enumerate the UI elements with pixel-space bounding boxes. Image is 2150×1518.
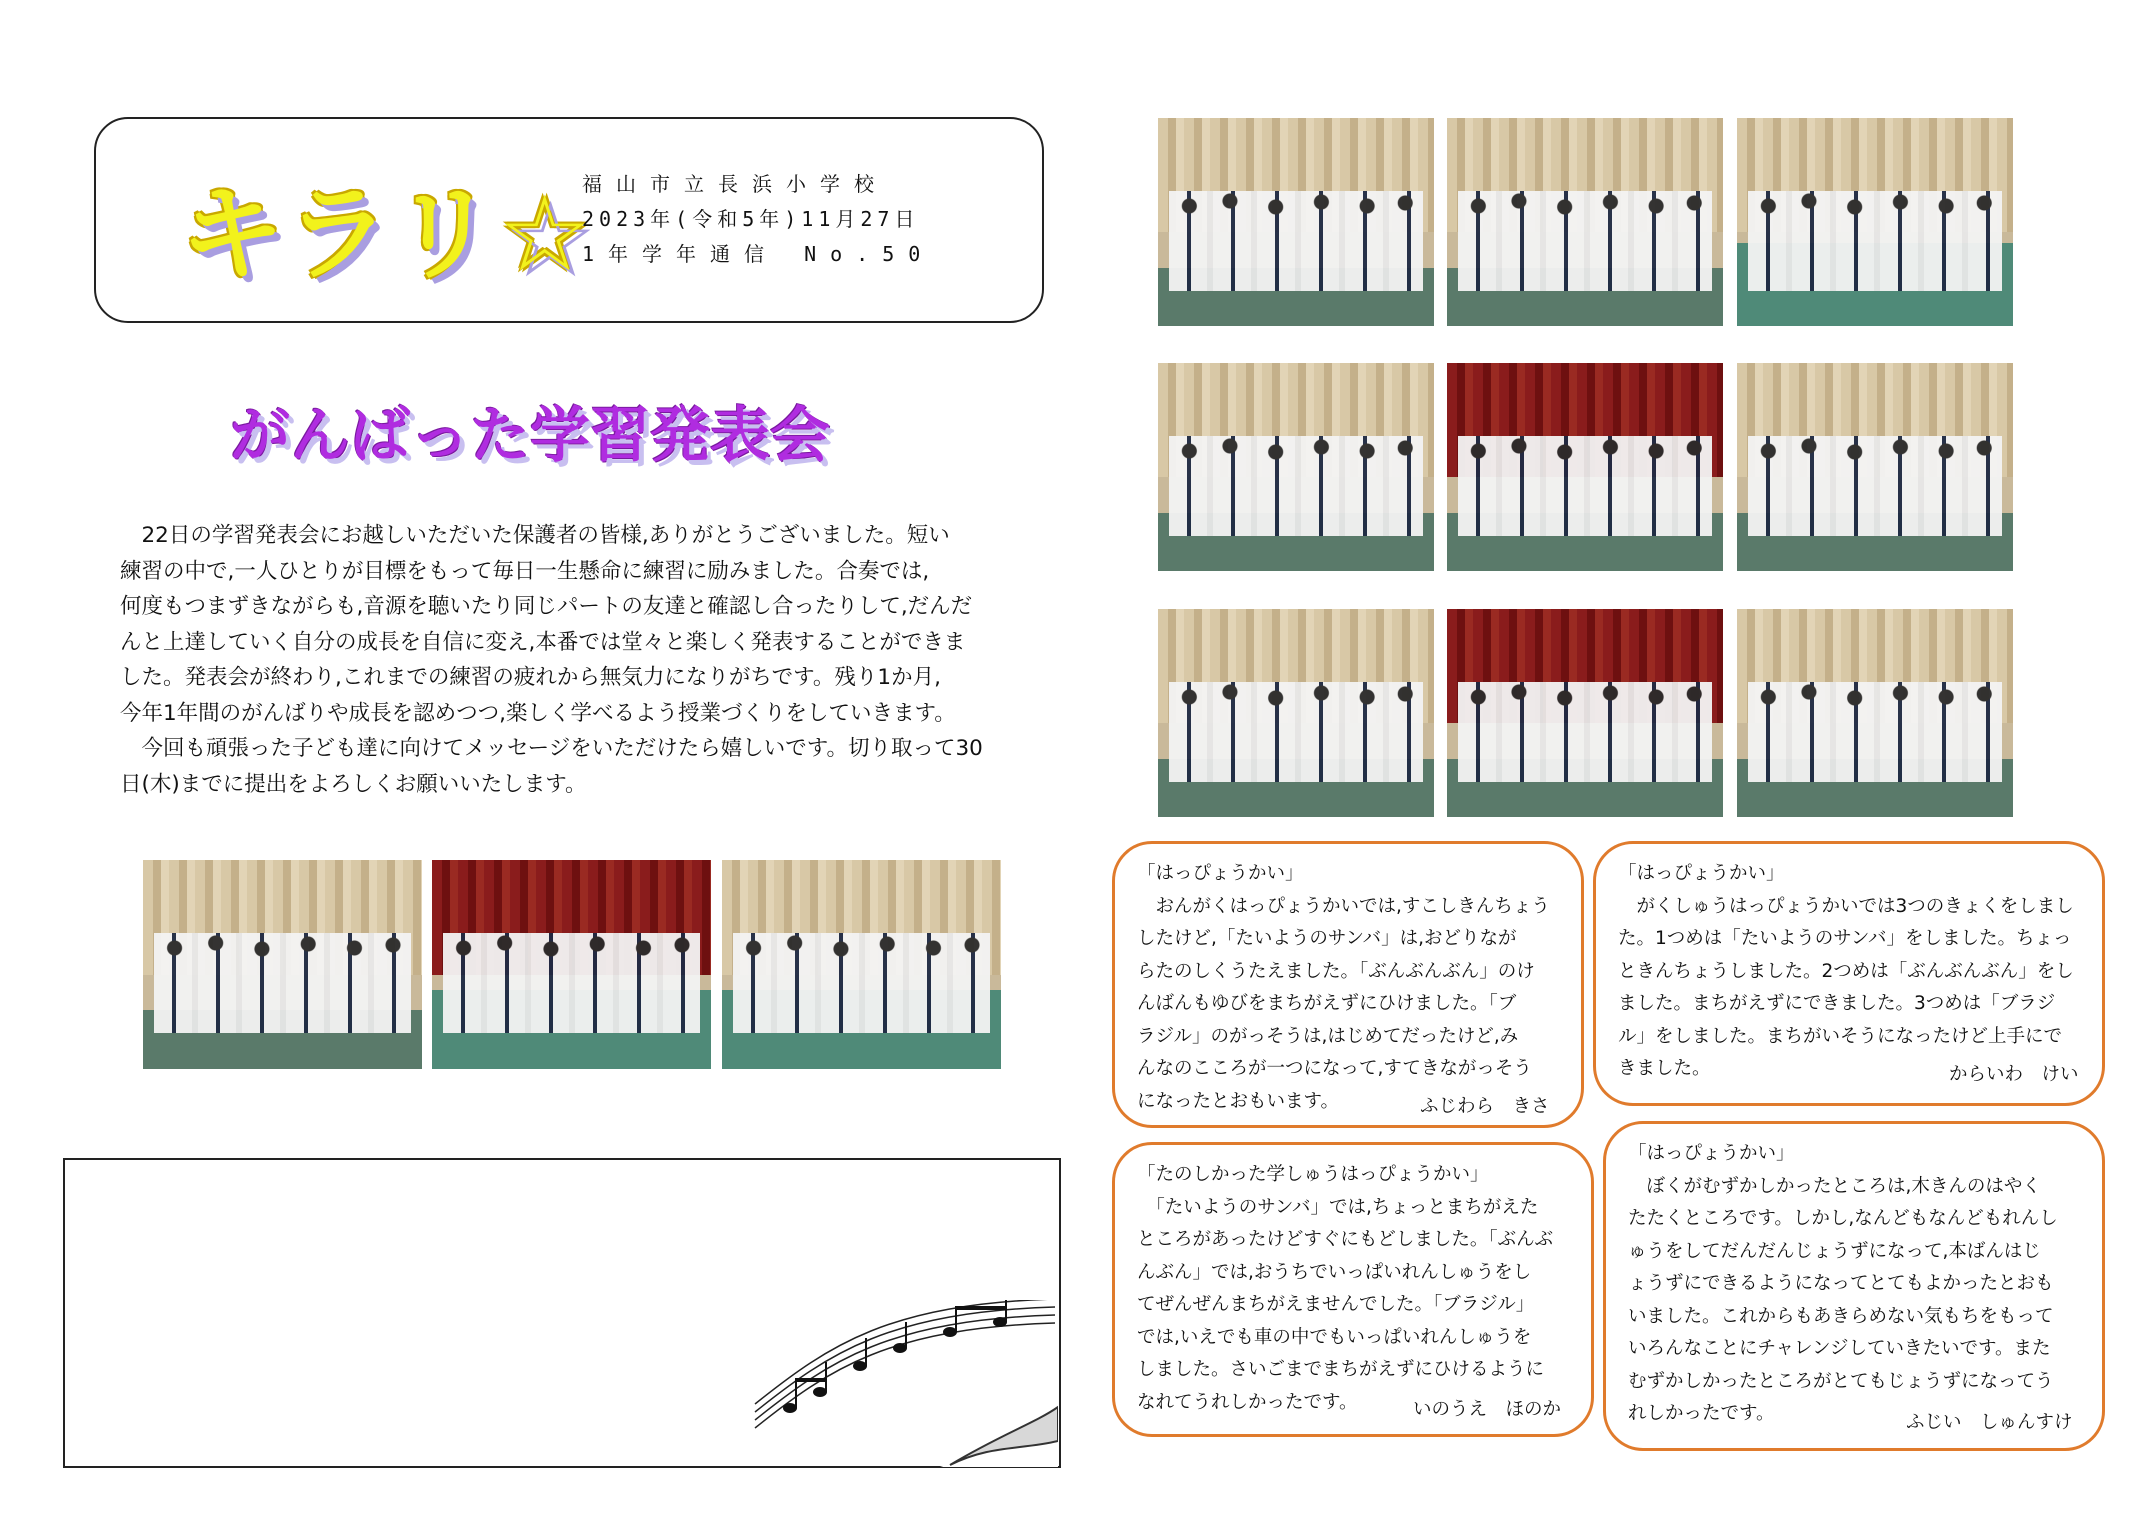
message-bubble-4 <box>1603 1121 2105 1451</box>
photo-grid-7 <box>1158 609 1434 817</box>
school-name: 福山市立長浜小学校 <box>582 172 888 196</box>
headline: がんばった学習発表会 <box>230 401 830 471</box>
photo-grid-2 <box>1447 118 1723 326</box>
page-curl-icon <box>940 1405 1058 1467</box>
message-author: からいわ けい <box>1949 1064 2079 1085</box>
intro-text: 22日の学習発表会にお越しいただいた保護者の皆様,ありがとうございました。短い 練習の中で,一人ひとりが目標をもって毎日一生懸命に練習に励みました。合奏では, 何度もつまずきながらも,音源を聴いたり同じパートの友達と確認し合ったりして,だんだ んと上達していく自分の成長を自信に変え,本番では堂々と楽しく発表することができま した。発表会が終わり,これまでの練習の疲れから無気力になりがちです。残り1か月, 今年1年間のがんばりや成長を認めつつ,楽しく学べるよう授業づくりをしていきます。 今回も頑張った子ども達に向けてメッセージをいただけたら嬉しいです。切り取って30 日(木)までに提出をよろしくお願いいたします。 <box>120 523 983 797</box>
photo-choir-2 <box>432 860 711 1069</box>
photo-grid-5 <box>1447 363 1723 571</box>
message-text: 「はっぴょうかい」 がくしゅうはっぴょうかいでは3つのきょくをしまし た。1つめは「たいようのサンバ」をしました。ちょっ ときんちょうしました。2つめは「ぶんぶんぶん」をし ました。まちがえずにできました。3つめは「ブラジ ル」をしました。まちがいそうになったけど上手にで きました。 <box>1618 863 2074 1079</box>
photo-choir-3 <box>722 860 1001 1069</box>
photo-choir-1 <box>143 860 422 1069</box>
message-bubble-2 <box>1593 841 2105 1106</box>
message-bubble-3 <box>1112 1142 1594 1437</box>
photo-grid-8 <box>1447 609 1723 817</box>
photo-grid-1 <box>1158 118 1434 326</box>
message-text: 「はっぴょうかい」 ぼくがむずかしかったところは,木きんのはやく たたくところです。しかし,なんどもなんどもれんし ゅうをしてだんだんじょうずになって,本ばんはじ ょうずにできるようになってとてもよかったとおも いました。これからもあきらめない気もちをもって いろんなことにチャレンジしていきたいです。また むずかしかったところがとてもじょうずになってう れしかったです。 <box>1628 1143 2058 1424</box>
message-author: ふじい しゅんすけ <box>1906 1412 2073 1433</box>
logo: キラリ☆ <box>180 173 594 295</box>
photo-grid-6 <box>1737 363 2013 571</box>
message-author: いのうえ ほのか <box>1413 1399 1562 1420</box>
photo-grid-4 <box>1158 363 1434 571</box>
message-author: ふじわら きさ <box>1420 1096 1550 1117</box>
photo-grid-9 <box>1737 609 2013 817</box>
message-text: 「はっぴょうかい」 おんがくはっぴょうかいでは,すこしきんちょう したけど,「たいようのサンバ」は,おどりなが らたのしくうたえました。「ぶんぶんぶん」のけ んばんもゆびをまちがえずにひけました。「ブ ラジル」のがっそうは,はじめてだったけど,み んなのこころが一つになって,すてきながっそう になったとおもいます。 <box>1137 863 1550 1112</box>
issue-date: 2023年(令和5年)11月27日 <box>582 207 920 231</box>
message-text: 「たのしかった学しゅうはっぴょうかい」 「たいようのサンバ」では,ちょっとまちがえた ところがあったけどすぐにもどしました。「ぶんぶ んぶん」では,おうちでいっぱいれんしゅうをし てぜんぜんまちがえませんでした。「ブラジル」 では,いえでも車の中でもいっぱいれんしゅうを しました。さいごまでまちがえずにひけるように なれてうれしかったです。 <box>1137 1164 1554 1413</box>
issue-number: 1年学年通信 No.50 <box>582 242 935 266</box>
message-bubble-1 <box>1112 841 1584 1128</box>
photo-grid-3 <box>1737 118 2013 326</box>
